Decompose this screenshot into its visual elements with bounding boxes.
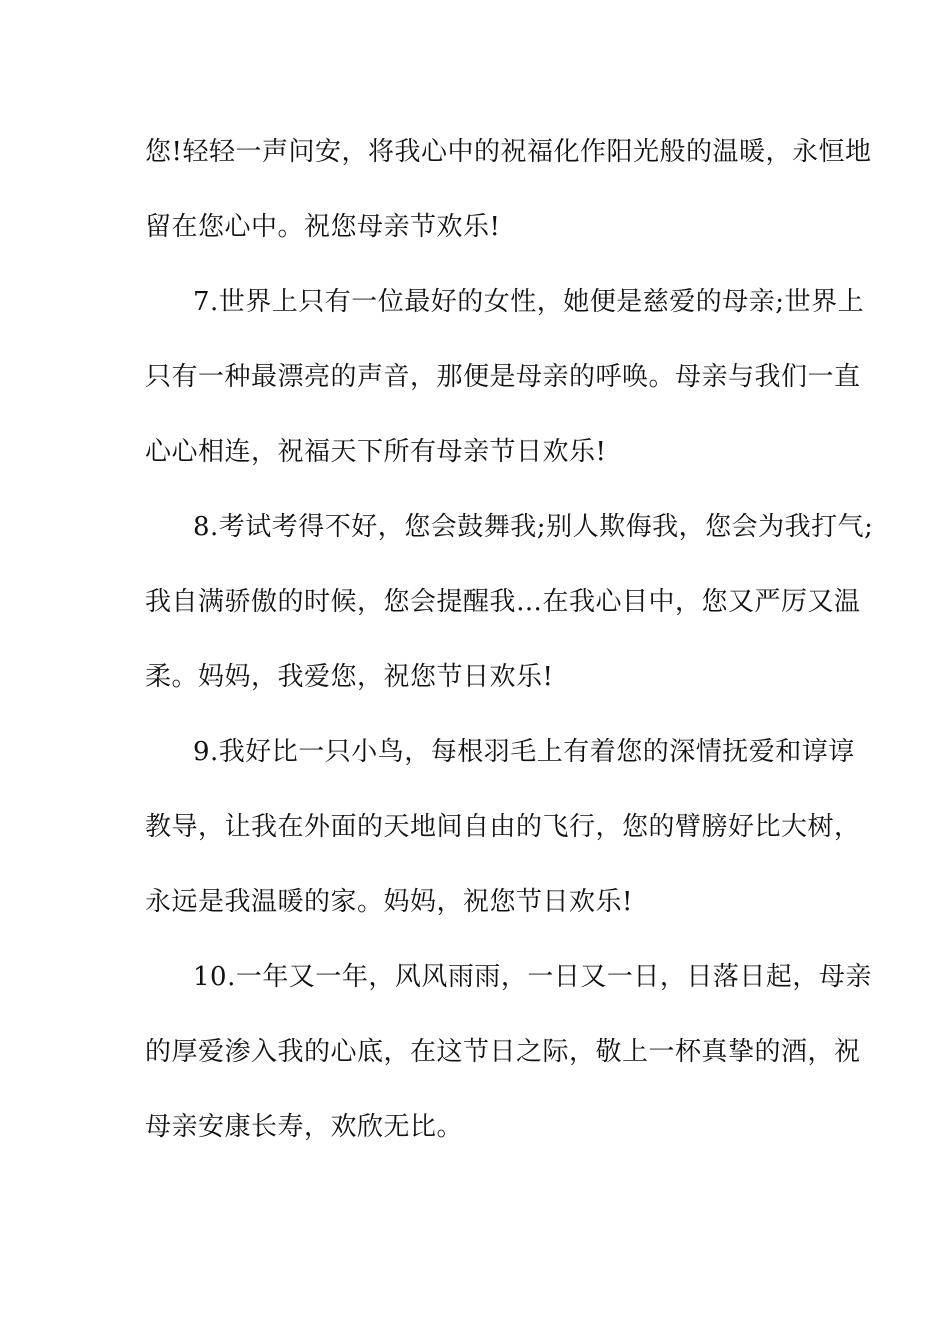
text-line: 只有一种最漂亮的声音，那便是母亲的呼唤。母亲与我们一直 <box>145 362 861 392</box>
text-line: 的厚爱渗入我的心底，在这节日之际，敬上一杯真挚的酒，祝 <box>145 1037 861 1067</box>
text-line: 教导，让我在外面的天地间自由的飞行，您的臂膀好比大树， <box>145 812 861 842</box>
text-line: 母亲安康长寿，欢欣无比。 <box>145 1112 464 1142</box>
text-line: 心心相连，祝福天下所有母亲节日欢乐! <box>145 437 607 467</box>
text-line: 留在您心中。祝您母亲节欢乐! <box>145 212 501 242</box>
paragraph-10-start: 10.一年又一年，风风雨雨，一日又一日，日落日起，母亲 <box>193 962 872 992</box>
text-line: 柔。妈妈，我爱您，祝您节日欢乐! <box>145 662 554 692</box>
paragraph-8-start: 8.考试考得不好，您会鼓舞我;别人欺侮我，您会为我打气; <box>193 512 874 542</box>
paragraph-9-start: 9.我好比一只小鸟，每根羽毛上有着您的深情抚爱和谆谆 <box>193 737 855 767</box>
text-line: 永远是我温暖的家。妈妈，祝您节日欢乐! <box>145 887 633 917</box>
text-line: 我自满骄傲的时候，您会提醒我…在我心目中，您又严厉又温 <box>145 587 861 617</box>
paragraph-7-start: 7.世界上只有一位最好的女性，她便是慈爱的母亲;世界上 <box>193 287 865 317</box>
text-line: 您!轻轻一声问安，将我心中的祝福化作阳光般的温暖，永恒地 <box>145 137 872 167</box>
